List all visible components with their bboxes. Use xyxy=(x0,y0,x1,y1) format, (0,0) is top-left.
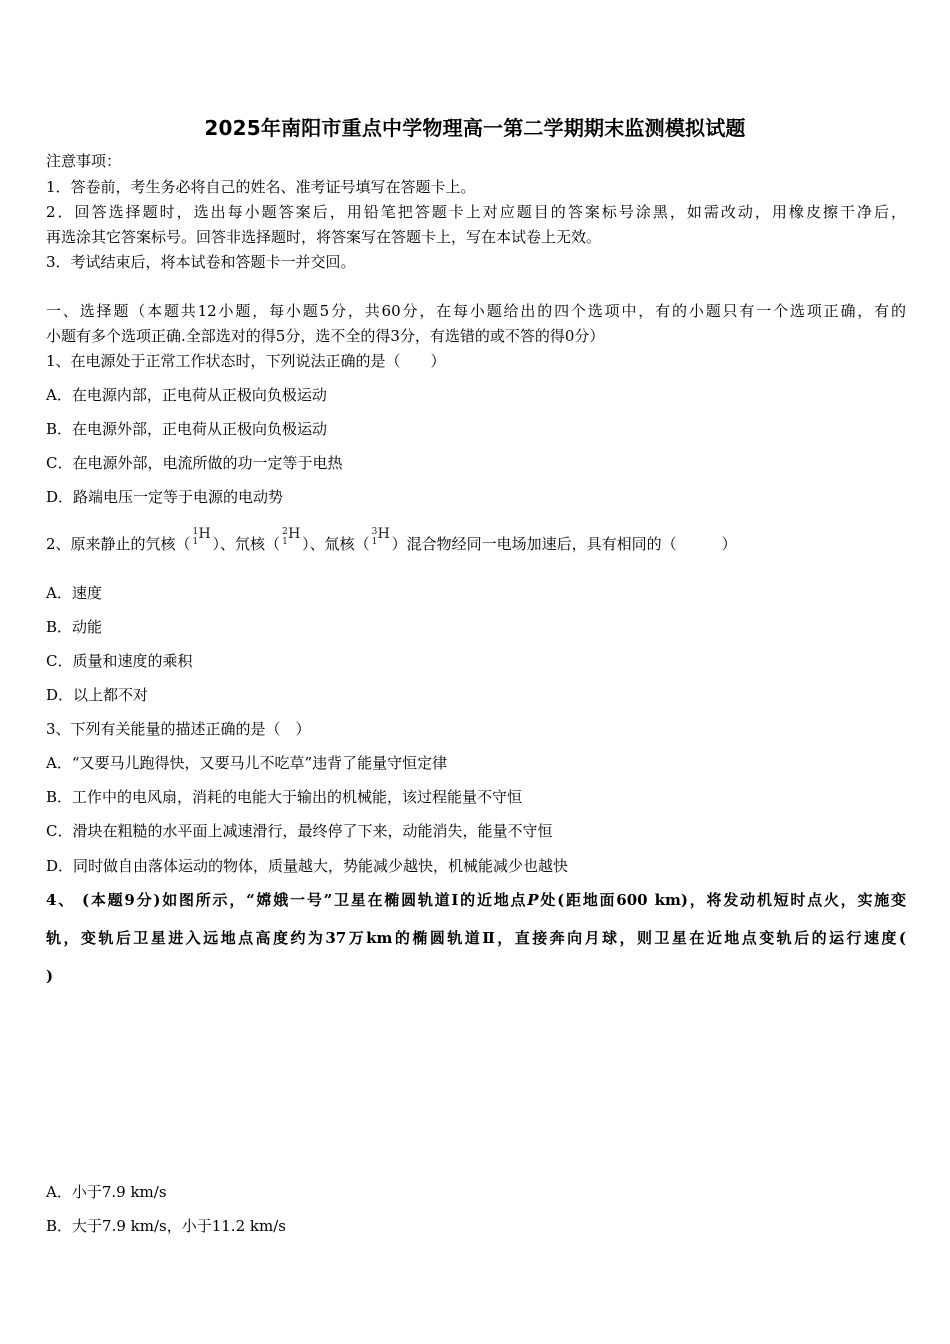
deuterium-mass-number: 2 xyxy=(282,527,288,537)
q3-option-d: D．同时做自由落体运动的物体，质量越大，势能减少越快，机械能减少也越快 xyxy=(46,857,569,875)
section-instructions-line-1: 一、选择题（本题共12小题，每小题5分，共60分，在每小题给出的四个选项中，有的小题只有一个选项正确，有的 xyxy=(46,302,906,320)
q2-stem-part-1: 2、原来静止的氕核（ xyxy=(46,535,191,553)
q4-option-b: B．大于7.9 km/s，小于11.2 km/s xyxy=(46,1217,286,1235)
deuterium-nucleus xyxy=(280,526,302,554)
q1-option-b: B．在电源外部，正电荷从正极向负极运动 xyxy=(46,420,328,438)
tritium-mass-number: 3 xyxy=(371,527,378,537)
section-instructions-line-2: 小题有多个选项正确.全部选对的得5分，选不全的得3分，有选错的或不答的得0分） xyxy=(46,327,605,345)
tritium-symbol: H xyxy=(377,526,390,542)
deuterium-charge-number: 1 xyxy=(282,537,288,547)
protium-mass-number: 1 xyxy=(192,527,199,537)
q2-stem-part-3: ）、氚核（ xyxy=(302,535,370,553)
q4-figure-placeholder xyxy=(46,995,906,1165)
notice-item-1: 1．答卷前，考生务必将自己的姓名、准考证号填写在答题卡上。 xyxy=(46,178,476,196)
tritium-nucleus xyxy=(370,526,392,554)
q2-stem xyxy=(46,526,737,554)
notice-item-2-line-1: 2．回答选择题时，选出每小题答案后，用铅笔把答题卡上对应题目的答案标号涂黑，如需改动，用橡皮擦干净后， xyxy=(46,203,906,221)
protium-symbol: H xyxy=(198,526,211,542)
q4-stem-line-1-b: 处(距地面600 km)，将发动机短时点火，实施变 xyxy=(538,891,906,909)
q2-option-c: C．质量和速度的乘积 xyxy=(46,652,193,670)
q1-option-c: C．在电源外部，电流所做的功一定等于电热 xyxy=(46,454,343,472)
notice-heading: 注意事项： xyxy=(46,152,122,170)
q4-stem-line-2: 轨，变轨后卫星进入远地点高度约为37万km的椭圆轨道Ⅱ，直接奔向月球，则卫星在近地点变轨后的运行速度( xyxy=(46,929,906,947)
q1-stem: 1、在电源处于正常工作状态时，下列说法正确的是（ ） xyxy=(46,352,446,370)
q1-option-d: D．路端电压一定等于电源的电动势 xyxy=(46,488,284,506)
notice-item-2-line-2: 再选涂其它答案标号。回答非选择题时，将答案写在答题卡上，写在本试卷上无效。 xyxy=(46,228,602,246)
deuterium-symbol: H xyxy=(288,526,301,542)
page-title: 2025年南阳市重点中学物理高一第二学期期末监测模拟试题 xyxy=(204,116,746,140)
q3-option-b: B．工作中的电风扇，消耗的电能大于输出的机械能，该过程能量不守恒 xyxy=(46,788,523,806)
q4-option-a: A．小于7.9 km/s xyxy=(46,1183,167,1201)
q2-stem-part-2: ）、氘核（ xyxy=(212,535,281,553)
q3-option-c: C．滑块在粗糙的水平面上减速滑行，最终停了下来，动能消失，能量不守恒 xyxy=(46,822,553,840)
q4-point-label: P xyxy=(527,891,539,909)
notice-item-3: 3．考试结束后，将本试卷和答题卡一并交回。 xyxy=(46,253,356,271)
protium-nucleus xyxy=(191,526,213,554)
protium-charge-number: 1 xyxy=(192,537,199,547)
q2-option-b: B．动能 xyxy=(46,618,103,636)
q4-stem-line-3: ) xyxy=(46,967,54,985)
q2-stem-part-4: ）混合物经同一电场加速后，具有相同的（ ） xyxy=(391,535,737,553)
q3-option-a: A．“又要马儿跑得快，又要马儿不吃草”违背了能量守恒定律 xyxy=(46,754,448,772)
q2-option-a: A．速度 xyxy=(46,584,102,602)
q4-stem-line-1 xyxy=(46,890,906,910)
tritium-charge-number: 1 xyxy=(371,537,378,547)
q3-stem: 3、下列有关能量的描述正确的是（ ） xyxy=(46,720,311,738)
q2-option-d: D．以上都不对 xyxy=(46,686,149,704)
q1-option-a: A．在电源内部，正电荷从正极向负极运动 xyxy=(46,386,327,404)
q4-stem-line-1-a: 4、 (本题9分)如图所示，“嫦娥一号”卫星在椭圆轨道Ⅰ的近地点 xyxy=(46,891,528,909)
